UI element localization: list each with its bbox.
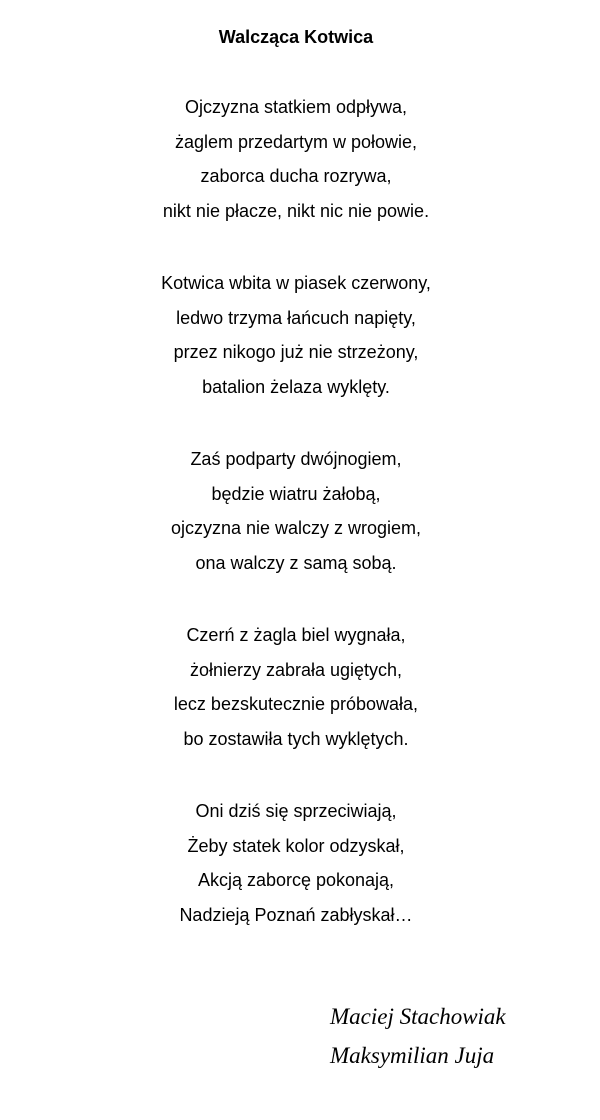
poem-line: Zaś podparty dwójnogiem, [190, 449, 402, 469]
poem-line: Nadzieją Poznań zabłyskał… [179, 904, 413, 925]
poem-line: przez nikogo już nie strzeżony, [173, 342, 419, 362]
authors [330, 997, 506, 1075]
poem-line: batalion żelaza wyklęty. [202, 376, 390, 397]
poem-line: żaglem przedartym w połowie, [174, 131, 418, 152]
poem-line: nikt nie płacze, nikt nic nie powie. [162, 200, 430, 221]
poem-line: Czerń z żagla biel wygnała, [186, 625, 406, 645]
stanza-4 [0, 618, 592, 756]
poem-line: żołnierzy zabrała ugiętych, [189, 659, 403, 680]
poem-title: Walcząca Kotwica [218, 27, 374, 47]
stanza-1 [0, 90, 592, 228]
poem-line: Ojczyzna statkiem odpływa, [184, 97, 408, 117]
author-name: Maksymilian Juja [330, 1043, 495, 1068]
poem-line: ledwo trzyma łańcuch napięty, [176, 307, 416, 328]
stanza-2 [0, 266, 592, 404]
poem-line: Żeby statek kolor odzyskał, [187, 835, 405, 856]
poem-line: zaborca ducha rozrywa, [200, 166, 392, 186]
poem-line: ona walczy z samą sobą. [195, 552, 397, 573]
stanza-5 [0, 794, 592, 932]
poem-line: Akcją zaborcę pokonają, [197, 870, 395, 890]
author-name: Maciej Stachowiak [330, 1004, 506, 1029]
poem-line: Kotwica wbita w piasek czerwony, [161, 273, 431, 293]
poem-line: lecz bezskutecznie próbowała, [173, 694, 419, 714]
stanza-3 [0, 442, 592, 580]
poem-line: bo zostawiła tych wyklętych. [183, 728, 409, 749]
poem-line: ojczyzna nie walczy z wrogiem, [170, 518, 422, 538]
poem-line: Oni dziś się sprzeciwiają, [195, 801, 397, 821]
poem-line: będzie wiatru żałobą, [211, 483, 381, 504]
